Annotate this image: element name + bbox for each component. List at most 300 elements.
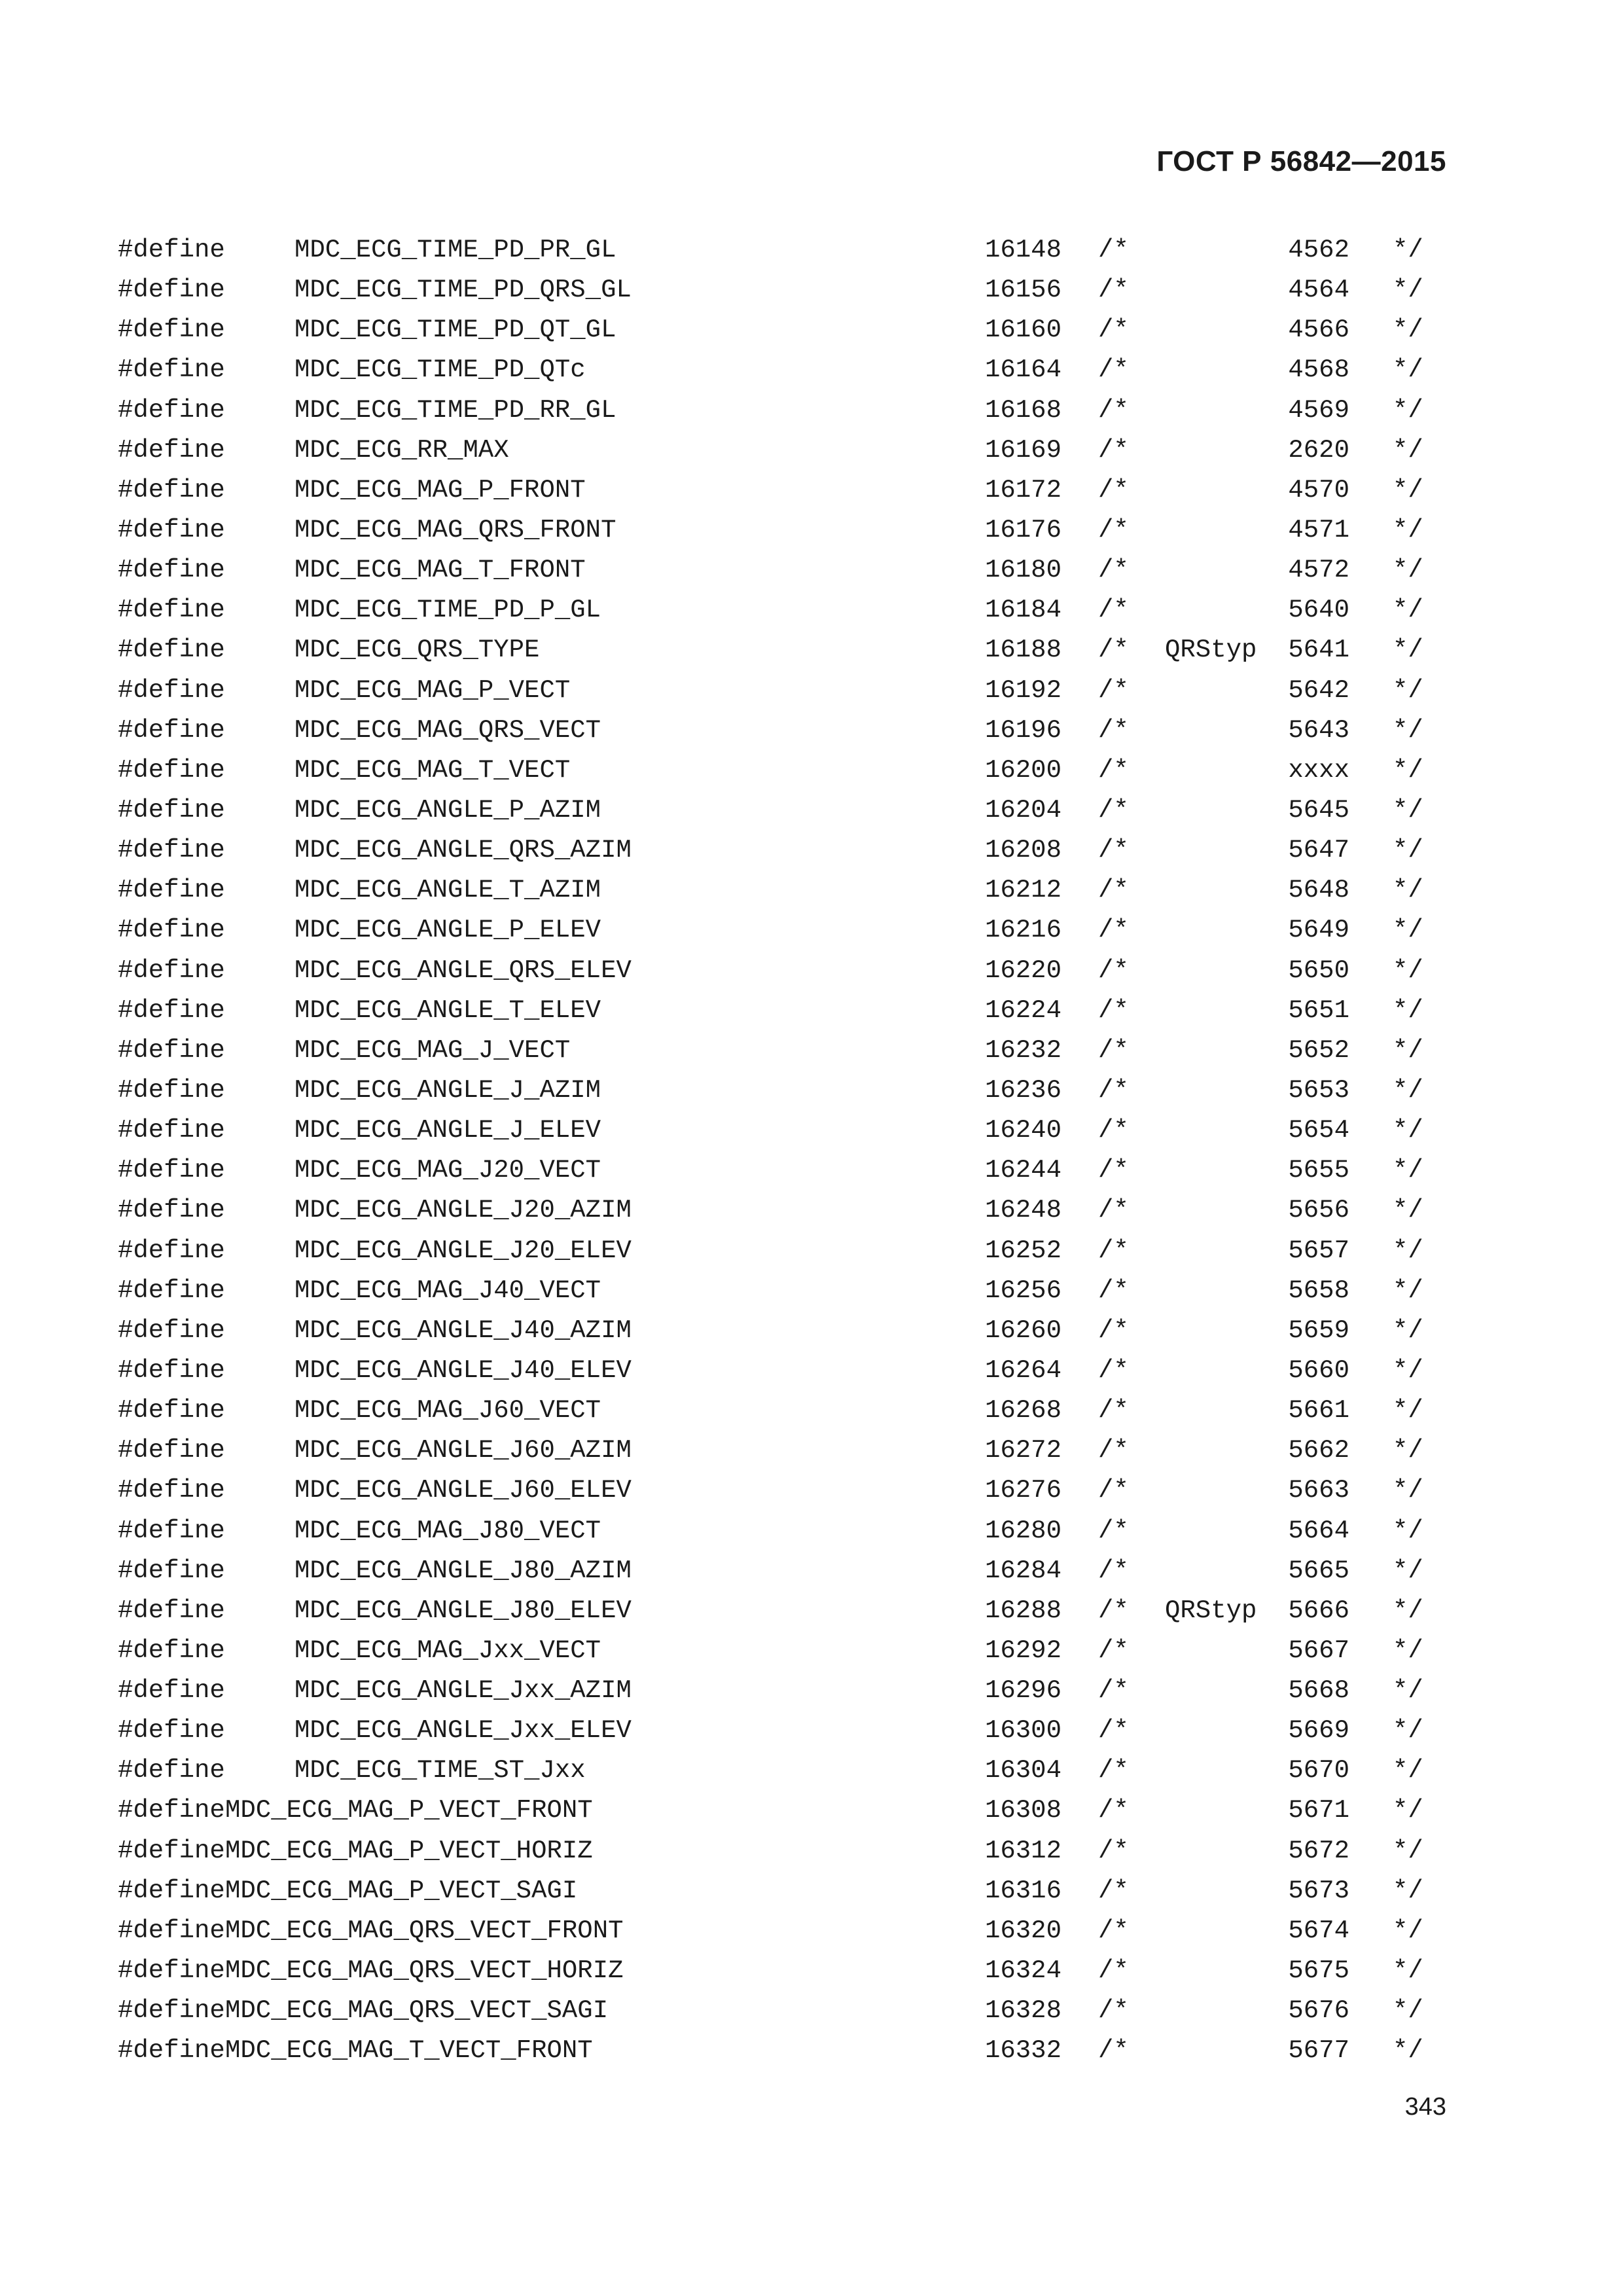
code-line xyxy=(118,630,1446,670)
reference-code: 5668 xyxy=(1288,1676,1349,1706)
reference-code: 2620 xyxy=(1288,435,1349,465)
define-keyword: #define xyxy=(118,1756,225,1785)
reference-code: 5676 xyxy=(1288,1996,1349,2026)
comment-close: */ xyxy=(1393,675,1423,705)
code-line xyxy=(118,391,1446,431)
define-keyword: #define xyxy=(118,795,225,825)
macro-name: MDC_ECG_ANGLE_P_ELEV xyxy=(294,916,601,945)
macro-value: 16220 xyxy=(984,956,1061,985)
macro-value: 16332 xyxy=(984,2036,1061,2066)
define-keyword: #define xyxy=(118,1075,225,1105)
macro-name: MDC_ECG_ANGLE_T_ELEV xyxy=(294,996,601,1025)
macro-name: MDC_ECG_ANGLE_J_ELEV xyxy=(294,1116,601,1145)
code-line xyxy=(118,270,1446,310)
macro-value: 16188 xyxy=(984,636,1061,665)
macro-value: 16212 xyxy=(984,876,1061,905)
code-line xyxy=(118,711,1446,751)
page-number: 343 xyxy=(1404,2093,1446,2121)
code-line xyxy=(118,471,1446,511)
reference-code: 5669 xyxy=(1288,1716,1349,1746)
macro-value: 16276 xyxy=(984,1476,1061,1505)
macro-name: MDC_ECG_MAG_QRS_VECT_FRONT xyxy=(225,1916,624,1945)
define-keyword: #define xyxy=(118,1676,225,1706)
code-line xyxy=(118,1031,1446,1071)
comment-close: */ xyxy=(1393,636,1423,665)
comment-open: /* xyxy=(1098,876,1129,905)
macro-value: 16204 xyxy=(984,795,1061,825)
comment-close: */ xyxy=(1393,2036,1423,2066)
macro-name: MDC_ECG_MAG_P_VECT_HORIZ xyxy=(225,1836,593,1865)
macro-value: 16169 xyxy=(984,435,1061,465)
comment-open: /* xyxy=(1098,236,1129,264)
comment-close: */ xyxy=(1393,1116,1423,1145)
define-keyword: #define xyxy=(118,1196,225,1225)
define-keyword: #define xyxy=(118,1796,225,1825)
define-keyword: #define xyxy=(118,1996,225,2026)
macro-name: MDC_ECG_ANGLE_P_AZIM xyxy=(294,795,601,825)
code-line xyxy=(118,511,1446,550)
comment-open: /* xyxy=(1098,1756,1129,1785)
define-keyword: #define xyxy=(118,1956,225,1986)
code-line xyxy=(118,1871,1446,1911)
comment-close: */ xyxy=(1393,1556,1423,1585)
macro-name: MDC_ECG_MAG_P_FRONT xyxy=(294,475,586,505)
code-line xyxy=(118,951,1446,991)
code-line xyxy=(118,1271,1446,1311)
comment-open: /* xyxy=(1098,1956,1129,1986)
comment-open: /* xyxy=(1098,755,1129,785)
define-keyword: #define xyxy=(118,636,225,665)
macro-value: 16184 xyxy=(984,596,1061,625)
macro-value: 16320 xyxy=(984,1916,1061,1945)
define-keyword: #define xyxy=(118,956,225,985)
macro-name: MDC_ECG_ANGLE_QRS_ELEV xyxy=(294,956,632,985)
code-line xyxy=(118,1831,1446,1871)
define-keyword: #define xyxy=(118,1276,225,1305)
define-keyword: #define xyxy=(118,236,225,264)
macro-name: MDC_ECG_ANGLE_J80_AZIM xyxy=(294,1556,632,1585)
macro-value: 16168 xyxy=(984,395,1061,425)
comment-close: */ xyxy=(1393,836,1423,865)
comment-open: /* xyxy=(1098,1996,1129,2026)
comment-open: /* xyxy=(1098,1836,1129,1865)
macro-value: 16284 xyxy=(984,1556,1061,1585)
macro-value: 16296 xyxy=(984,1676,1061,1706)
comment-close: */ xyxy=(1393,1396,1423,1426)
reference-code: 5647 xyxy=(1288,836,1349,865)
code-line xyxy=(118,1471,1446,1511)
comment-open: /* xyxy=(1098,795,1129,825)
macro-name: MDC_ECG_ANGLE_J40_ELEV xyxy=(294,1355,632,1385)
define-keyword: #define xyxy=(118,1876,225,1905)
macro-name: MDC_ECG_ANGLE_J60_ELEV xyxy=(294,1476,632,1505)
comment-close: */ xyxy=(1393,1996,1423,2026)
code-line xyxy=(118,1991,1446,2031)
reference-code: 5664 xyxy=(1288,1516,1349,1545)
macro-name: MDC_ECG_MAG_J80_VECT xyxy=(294,1516,601,1545)
macro-value: 16280 xyxy=(984,1516,1061,1545)
define-keyword: #define xyxy=(118,475,225,505)
define-keyword: #define xyxy=(118,675,225,705)
reference-code: 5653 xyxy=(1288,1075,1349,1105)
comment-open: /* xyxy=(1098,1876,1129,1905)
comment-note: QRStyp xyxy=(1165,1596,1257,1625)
reference-code: 5651 xyxy=(1288,996,1349,1025)
reference-code: 5640 xyxy=(1288,596,1349,625)
define-keyword: #define xyxy=(118,1476,225,1505)
define-keyword: #define xyxy=(118,276,225,305)
macro-name: MDC_ECG_QRS_TYPE xyxy=(294,636,540,665)
reference-code: 5656 xyxy=(1288,1196,1349,1225)
macro-value: 16224 xyxy=(984,996,1061,1025)
macro-value: 16240 xyxy=(984,1116,1061,1145)
macro-value: 16300 xyxy=(984,1716,1061,1746)
macro-name: MDC_ECG_TIME_PD_RR_GL xyxy=(294,395,616,425)
macro-name: MDC_ECG_ANGLE_J80_ELEV xyxy=(294,1596,632,1625)
define-keyword: #define xyxy=(118,836,225,865)
comment-open: /* xyxy=(1098,1276,1129,1305)
comment-close: */ xyxy=(1393,475,1423,505)
define-keyword: #define xyxy=(118,355,225,385)
code-line xyxy=(118,550,1446,590)
code-line xyxy=(118,671,1446,711)
code-line xyxy=(118,1951,1446,1991)
reference-code: 5667 xyxy=(1288,1636,1349,1665)
macro-name: MDC_ECG_MAG_T_VECT xyxy=(294,755,571,785)
reference-code: 5663 xyxy=(1288,1476,1349,1505)
macro-name: MDC_ECG_TIME_PD_PR_GL xyxy=(294,236,616,264)
comment-open: /* xyxy=(1098,996,1129,1025)
comment-close: */ xyxy=(1393,1796,1423,1825)
comment-open: /* xyxy=(1098,1556,1129,1585)
macro-name: MDC_ECG_MAG_QRS_FRONT xyxy=(294,515,616,545)
macro-value: 16216 xyxy=(984,916,1061,945)
comment-close: */ xyxy=(1393,1035,1423,1065)
reference-code: 4564 xyxy=(1288,276,1349,305)
macro-name: MDC_ECG_MAG_P_VECT_FRONT xyxy=(225,1796,593,1825)
reference-code: 5657 xyxy=(1288,1236,1349,1265)
code-line xyxy=(118,1631,1446,1671)
macro-name: MDC_ECG_RR_MAX xyxy=(294,435,509,465)
macro-value: 16312 xyxy=(984,1836,1061,1865)
reference-code: 5641 xyxy=(1288,636,1349,665)
define-keyword: #define xyxy=(118,916,225,945)
define-keyword: #define xyxy=(118,556,225,585)
comment-open: /* xyxy=(1098,1116,1129,1145)
comment-open: /* xyxy=(1098,1156,1129,1185)
comment-close: */ xyxy=(1393,1156,1423,1185)
macro-value: 16324 xyxy=(984,1956,1061,1986)
define-keyword: #define xyxy=(118,596,225,625)
code-line xyxy=(118,1231,1446,1271)
code-line xyxy=(118,230,1446,270)
define-keyword: #define xyxy=(118,1316,225,1345)
macro-name: MDC_ECG_ANGLE_T_AZIM xyxy=(294,876,601,905)
macro-value: 16208 xyxy=(984,836,1061,865)
macro-name: MDC_ECG_TIME_ST_Jxx xyxy=(294,1756,586,1785)
comment-close: */ xyxy=(1393,315,1423,345)
macro-value: 16292 xyxy=(984,1636,1061,1665)
comment-close: */ xyxy=(1393,1636,1423,1665)
comment-close: */ xyxy=(1393,916,1423,945)
code-line xyxy=(118,1591,1446,1631)
macro-value: 16232 xyxy=(984,1035,1061,1065)
comment-close: */ xyxy=(1393,1355,1423,1385)
comment-note: QRStyp xyxy=(1165,636,1257,665)
define-keyword: #define xyxy=(118,1355,225,1385)
comment-open: /* xyxy=(1098,1916,1129,1945)
comment-close: */ xyxy=(1393,956,1423,985)
comment-close: */ xyxy=(1393,276,1423,305)
reference-code: 5658 xyxy=(1288,1276,1349,1305)
macro-name: MDC_ECG_MAG_P_VECT_SAGI xyxy=(225,1876,578,1905)
macro-name: MDC_ECG_MAG_J60_VECT xyxy=(294,1396,601,1426)
define-keyword: #define xyxy=(118,1836,225,1865)
reference-code: 4572 xyxy=(1288,556,1349,585)
comment-close: */ xyxy=(1393,795,1423,825)
code-line xyxy=(118,590,1446,630)
macro-value: 16192 xyxy=(984,675,1061,705)
reference-code: 5649 xyxy=(1288,916,1349,945)
comment-close: */ xyxy=(1393,1316,1423,1345)
macro-value: 16164 xyxy=(984,355,1061,385)
define-keyword: #define xyxy=(118,1396,225,1426)
code-listing xyxy=(118,230,1446,2071)
comment-close: */ xyxy=(1393,395,1423,425)
comment-close: */ xyxy=(1393,1916,1423,1945)
macro-name: MDC_ECG_ANGLE_J40_AZIM xyxy=(294,1316,632,1345)
comment-close: */ xyxy=(1393,1676,1423,1706)
comment-open: /* xyxy=(1098,1636,1129,1665)
code-line xyxy=(118,1751,1446,1791)
reference-code: 5650 xyxy=(1288,956,1349,985)
code-line xyxy=(118,350,1446,390)
macro-name: MDC_ECG_ANGLE_QRS_AZIM xyxy=(294,836,632,865)
comment-open: /* xyxy=(1098,276,1129,305)
macro-name: MDC_ECG_ANGLE_J_AZIM xyxy=(294,1075,601,1105)
define-keyword: #define xyxy=(118,2036,225,2066)
comment-close: */ xyxy=(1393,1476,1423,1505)
code-line xyxy=(118,831,1446,870)
macro-value: 16316 xyxy=(984,1876,1061,1905)
comment-open: /* xyxy=(1098,1596,1129,1625)
macro-value: 16160 xyxy=(984,315,1061,345)
comment-close: */ xyxy=(1393,1236,1423,1265)
reference-code: 5645 xyxy=(1288,795,1349,825)
reference-code: 5672 xyxy=(1288,1836,1349,1865)
macro-name: MDC_ECG_MAG_J_VECT xyxy=(294,1035,571,1065)
code-line xyxy=(118,870,1446,910)
comment-close: */ xyxy=(1393,556,1423,585)
comment-close: */ xyxy=(1393,515,1423,545)
reference-code: 5652 xyxy=(1288,1035,1349,1065)
comment-open: /* xyxy=(1098,1236,1129,1265)
code-line xyxy=(118,1791,1446,1831)
comment-open: /* xyxy=(1098,1516,1129,1545)
macro-value: 16288 xyxy=(984,1596,1061,1625)
comment-close: */ xyxy=(1393,1075,1423,1105)
comment-open: /* xyxy=(1098,2036,1129,2066)
comment-close: */ xyxy=(1393,236,1423,264)
macro-value: 16304 xyxy=(984,1756,1061,1785)
code-line xyxy=(118,1351,1446,1391)
define-keyword: #define xyxy=(118,715,225,745)
reference-code: 5659 xyxy=(1288,1316,1349,1345)
code-line xyxy=(118,1151,1446,1191)
comment-open: /* xyxy=(1098,715,1129,745)
reference-code: 5671 xyxy=(1288,1796,1349,1825)
reference-code: 4570 xyxy=(1288,475,1349,505)
reference-code: 5673 xyxy=(1288,1876,1349,1905)
define-keyword: #define xyxy=(118,1035,225,1065)
reference-code: 5662 xyxy=(1288,1436,1349,1465)
macro-name: MDC_ECG_MAG_QRS_VECT xyxy=(294,715,601,745)
define-keyword: #define xyxy=(118,876,225,905)
reference-code: 4562 xyxy=(1288,236,1349,264)
define-keyword: #define xyxy=(118,1236,225,1265)
macro-name: MDC_ECG_TIME_PD_QRS_GL xyxy=(294,276,632,305)
reference-code: 5660 xyxy=(1288,1355,1349,1385)
macro-name: MDC_ECG_MAG_Jxx_VECT xyxy=(294,1636,601,1665)
code-line xyxy=(118,1071,1446,1111)
reference-code: 5677 xyxy=(1288,2036,1349,2066)
comment-open: /* xyxy=(1098,1355,1129,1385)
comment-open: /* xyxy=(1098,675,1129,705)
comment-open: /* xyxy=(1098,355,1129,385)
comment-open: /* xyxy=(1098,916,1129,945)
reference-code: 5642 xyxy=(1288,675,1349,705)
macro-value: 16256 xyxy=(984,1276,1061,1305)
macro-value: 16156 xyxy=(984,276,1061,305)
comment-close: */ xyxy=(1393,1516,1423,1545)
define-keyword: #define xyxy=(118,1516,225,1545)
comment-open: /* xyxy=(1098,1476,1129,1505)
comment-open: /* xyxy=(1098,836,1129,865)
comment-open: /* xyxy=(1098,1436,1129,1465)
macro-name: MDC_ECG_MAG_T_VECT_FRONT xyxy=(225,2036,593,2066)
reference-code: 5655 xyxy=(1288,1156,1349,1185)
comment-open: /* xyxy=(1098,1796,1129,1825)
reference-code: 5654 xyxy=(1288,1116,1349,1145)
comment-close: */ xyxy=(1393,1596,1423,1625)
code-line xyxy=(118,431,1446,471)
define-keyword: #define xyxy=(118,1116,225,1145)
comment-close: */ xyxy=(1393,1436,1423,1465)
comment-open: /* xyxy=(1098,515,1129,545)
reference-code: 4571 xyxy=(1288,515,1349,545)
comment-close: */ xyxy=(1393,1196,1423,1225)
macro-name: MDC_ECG_TIME_PD_QTc xyxy=(294,355,586,385)
code-line xyxy=(118,1911,1446,1951)
reference-code: 5643 xyxy=(1288,715,1349,745)
macro-value: 16180 xyxy=(984,556,1061,585)
reference-code: 4566 xyxy=(1288,315,1349,345)
macro-name: MDC_ECG_MAG_J40_VECT xyxy=(294,1276,601,1305)
define-keyword: #define xyxy=(118,515,225,545)
define-keyword: #define xyxy=(118,755,225,785)
define-keyword: #define xyxy=(118,996,225,1025)
macro-name: MDC_ECG_MAG_QRS_VECT_SAGI xyxy=(225,1996,609,2026)
code-line xyxy=(118,1191,1446,1230)
code-line xyxy=(118,751,1446,791)
reference-code: 5665 xyxy=(1288,1556,1349,1585)
reference-code: 5661 xyxy=(1288,1396,1349,1426)
code-line xyxy=(118,1671,1446,1711)
define-keyword: #define xyxy=(118,1556,225,1585)
reference-code: 4569 xyxy=(1288,395,1349,425)
comment-open: /* xyxy=(1098,956,1129,985)
macro-name: MDC_ECG_ANGLE_Jxx_ELEV xyxy=(294,1716,632,1746)
macro-value: 16176 xyxy=(984,515,1061,545)
code-line xyxy=(118,1311,1446,1351)
macro-value: 16260 xyxy=(984,1316,1061,1345)
comment-open: /* xyxy=(1098,1196,1129,1225)
define-keyword: #define xyxy=(118,435,225,465)
define-keyword: #define xyxy=(118,1156,225,1185)
macro-name: MDC_ECG_ANGLE_J20_ELEV xyxy=(294,1236,632,1265)
define-keyword: #define xyxy=(118,395,225,425)
reference-code: 5675 xyxy=(1288,1956,1349,1986)
comment-open: /* xyxy=(1098,395,1129,425)
comment-close: */ xyxy=(1393,1756,1423,1785)
macro-name: MDC_ECG_ANGLE_Jxx_AZIM xyxy=(294,1676,632,1706)
define-keyword: #define xyxy=(118,315,225,345)
code-line xyxy=(118,2031,1446,2071)
comment-close: */ xyxy=(1393,1716,1423,1746)
comment-open: /* xyxy=(1098,556,1129,585)
comment-open: /* xyxy=(1098,1035,1129,1065)
macro-value: 16308 xyxy=(984,1796,1061,1825)
macro-value: 16200 xyxy=(984,755,1061,785)
comment-close: */ xyxy=(1393,1836,1423,1865)
comment-close: */ xyxy=(1393,435,1423,465)
comment-open: /* xyxy=(1098,315,1129,345)
reference-code: 4568 xyxy=(1288,355,1349,385)
comment-close: */ xyxy=(1393,355,1423,385)
define-keyword: #define xyxy=(118,1916,225,1945)
macro-value: 16248 xyxy=(984,1196,1061,1225)
macro-value: 16244 xyxy=(984,1156,1061,1185)
comment-close: */ xyxy=(1393,1276,1423,1305)
macro-name: MDC_ECG_TIME_PD_P_GL xyxy=(294,596,601,625)
macro-value: 16328 xyxy=(984,1996,1061,2026)
comment-open: /* xyxy=(1098,1316,1129,1345)
macro-value: 16236 xyxy=(984,1075,1061,1105)
comment-close: */ xyxy=(1393,1956,1423,1986)
comment-close: */ xyxy=(1393,876,1423,905)
comment-open: /* xyxy=(1098,1676,1129,1706)
comment-open: /* xyxy=(1098,1075,1129,1105)
comment-open: /* xyxy=(1098,475,1129,505)
define-keyword: #define xyxy=(118,1716,225,1746)
reference-code: 5674 xyxy=(1288,1916,1349,1945)
code-line xyxy=(118,1551,1446,1591)
macro-name: MDC_ECG_TIME_PD_QT_GL xyxy=(294,315,616,345)
document-id: ГОСТ Р 56842—2015 xyxy=(1156,145,1446,177)
comment-close: */ xyxy=(1393,755,1423,785)
code-line xyxy=(118,991,1446,1031)
comment-open: /* xyxy=(1098,636,1129,665)
macro-name: MDC_ECG_MAG_T_FRONT xyxy=(294,556,586,585)
comment-close: */ xyxy=(1393,715,1423,745)
comment-close: */ xyxy=(1393,996,1423,1025)
reference-code: 5670 xyxy=(1288,1756,1349,1785)
code-line xyxy=(118,310,1446,350)
define-keyword: #define xyxy=(118,1596,225,1625)
reference-code: 5666 xyxy=(1288,1596,1349,1625)
code-line xyxy=(118,1431,1446,1471)
comment-open: /* xyxy=(1098,596,1129,625)
